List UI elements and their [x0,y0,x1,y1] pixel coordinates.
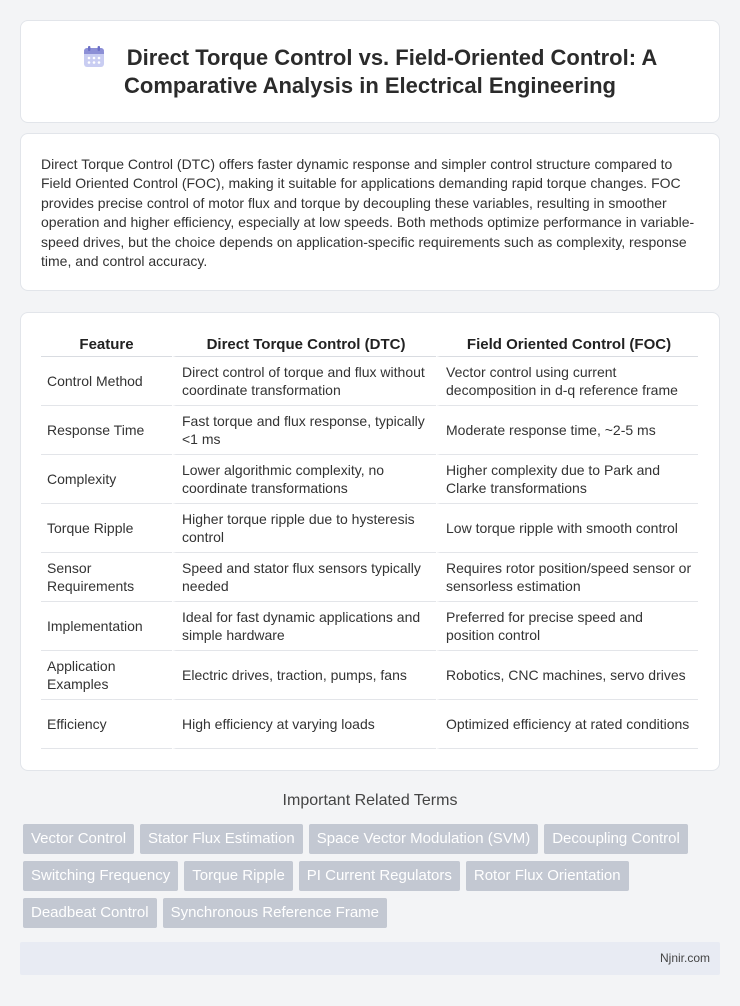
intro-card [20,133,720,291]
cell-foc: Low torque ripple with smooth control [436,504,698,553]
table-row [41,504,698,553]
term-tag[interactable]: Synchronous Reference Frame [163,898,387,928]
calendar-icon [83,46,105,68]
header-dtc: Direct Torque Control (DTC) [172,334,436,357]
table-header-row [41,334,698,357]
term-tag[interactable]: Deadbeat Control [23,898,157,928]
cell-feature: Application Examples [41,651,172,700]
cell-dtc: Fast torque and flux response, typically <1 ms [172,406,436,455]
footer-site[interactable]: Njnir.com [659,951,710,965]
cell-dtc: Ideal for fast dynamic applications and simple hardware [172,602,436,651]
cell-feature: Sensor Requirements [41,553,172,602]
cell-feature: Response Time [41,406,172,455]
term-tag[interactable]: Space Vector Modulation (SVM) [309,824,538,854]
page-title-text: Direct Torque Control vs. Field-Oriented Control: A Comparative Analysis in Electrical Engineering [124,44,658,98]
cell-foc: Moderate response time, ~2-5 ms [436,406,698,455]
cell-foc: Requires rotor position/speed sensor or sensorless estimation [436,553,698,602]
related-terms-list [23,824,723,928]
title-card [20,20,720,123]
term-tag[interactable]: Torque Ripple [184,861,293,891]
term-tag[interactable]: PI Current Regulators [299,861,460,891]
term-tag[interactable]: Decoupling Control [544,824,688,854]
table-row [41,406,698,455]
cell-feature: Efficiency [41,700,172,749]
cell-foc: Robotics, CNC machines, servo drives [436,651,698,700]
table-row [41,651,698,700]
related-terms-title: Important Related Terms [282,792,458,809]
header-feature: Feature [41,334,172,357]
cell-dtc: Electric drives, traction, pumps, fans [172,651,436,700]
table-row [41,553,698,602]
cell-feature: Implementation [41,602,172,651]
cell-dtc: Lower algorithmic complexity, no coordinate transformations [172,455,436,504]
title-wrap [21,21,719,122]
cell-feature: Control Method [41,357,172,406]
table-row [41,455,698,504]
table-row [41,700,698,749]
page-title [70,44,670,100]
table-row [41,357,698,406]
cell-dtc: Direct control of torque and flux without coordinate transformation [172,357,436,406]
cell-feature: Complexity [41,455,172,504]
footer [20,942,720,975]
table-row [41,602,698,651]
cell-dtc: Higher torque ripple due to hysteresis control [172,504,436,553]
term-tag[interactable]: Switching Frequency [23,861,178,891]
cell-foc: Preferred for precise speed and position control [436,602,698,651]
cell-foc: Vector control using current decomposition in d-q reference frame [436,357,698,406]
cell-feature: Torque Ripple [41,504,172,553]
cell-dtc: Speed and stator flux sensors typically needed [172,553,436,602]
comparison-table-card [20,312,720,771]
term-tag[interactable]: Vector Control [23,824,134,854]
header-foc: Field Oriented Control (FOC) [436,334,698,357]
cell-dtc: High efficiency at varying loads [172,700,436,749]
term-tag[interactable]: Stator Flux Estimation [140,824,303,854]
cell-foc: Optimized efficiency at rated conditions [436,700,698,749]
comparison-table [41,334,698,749]
cell-foc: Higher complexity due to Park and Clarke transformations [436,455,698,504]
intro-paragraph: Direct Torque Control (DTC) offers faster dynamic response and simpler control structure compared to Field Oriented Control (FOC), making it suitable for applications demanding rapid torque changes. FOC provides precise control of motor flux and torque by decoupling these variables, resulting in smoother operation and higher efficiency, especially at low speeds. Both methods optimize performance in variable-speed drives, but the choice depends on application-specific requirements such as complexity, response time, and control accuracy. [41,156,695,270]
term-tag[interactable]: Rotor Flux Orientation [466,861,629,891]
